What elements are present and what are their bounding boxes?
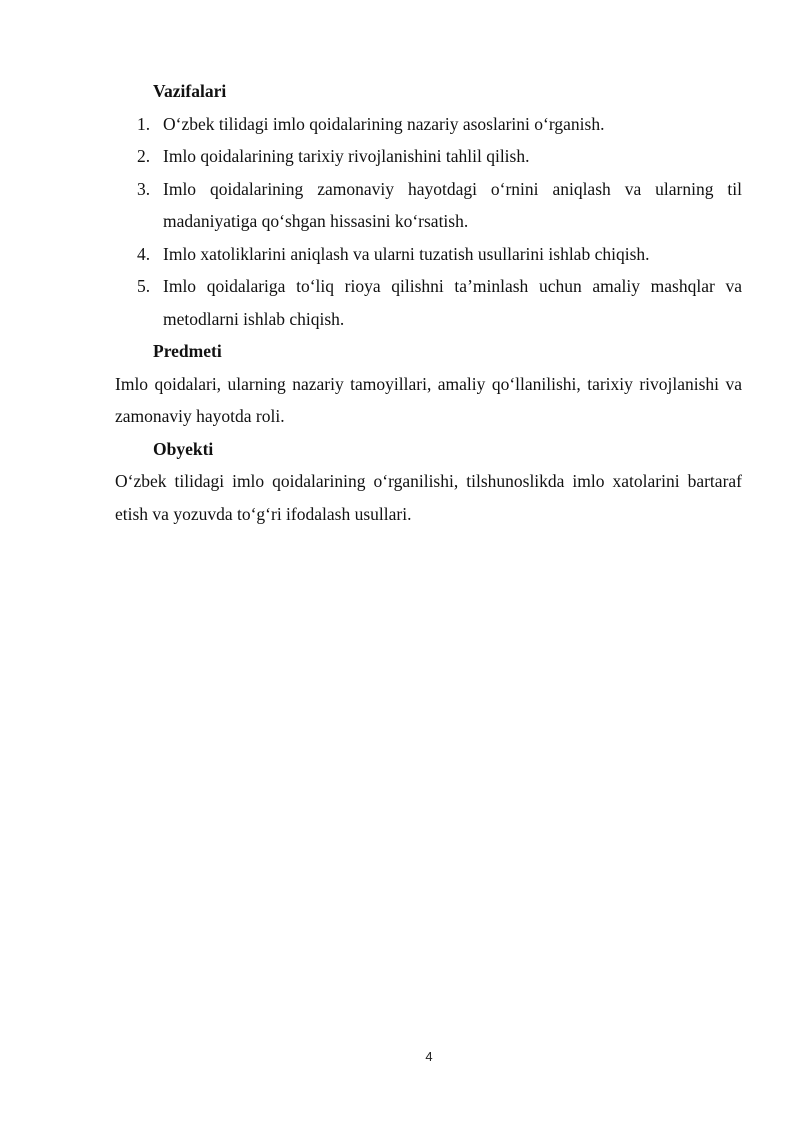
page-number: 4: [425, 1049, 433, 1064]
heading-obyekti: Obyekti: [153, 438, 214, 459]
task-number: 2.: [137, 146, 151, 166]
task-item-4: [115, 238, 742, 271]
page-content: [115, 75, 742, 530]
task-number: 5.: [137, 276, 151, 296]
task-text: Imlo xatoliklarini aniqlash va ularni tuzatish usullarini ishlab chiqish.: [163, 243, 650, 264]
task-item-2: [115, 140, 742, 173]
heading-predmeti: Predmeti: [153, 341, 222, 361]
task-text: Imlo qoidalarining tarixiy rivojlanishini tahlil qilish.: [163, 146, 530, 166]
task-item-3: [115, 173, 742, 238]
predmeti-paragraph: Imlo qoidalari, ularning nazariy tamoyillari, amaliy qo‘llanilishi, tarixiy rivojlanishi va zamonaviy hayotda roli.: [115, 373, 742, 426]
task-item-1: [115, 108, 742, 141]
task-item-5: [115, 270, 742, 335]
task-text: O‘zbek tilidagi imlo qoidalarining nazariy asoslarini o‘rganish.: [163, 113, 605, 134]
task-number: 1.: [137, 113, 151, 134]
task-text: Imlo qoidalarining zamonaviy hayotdagi o‘rnini aniqlash va ularning til madaniyatiga qo‘shgan hissasini ko‘rsatish.: [163, 178, 742, 231]
heading-vazifalari: Vazifalari: [153, 81, 227, 101]
task-text: Imlo qoidalariga to‘liq rioya qilishni ta’minlash uchun amaliy mashqlar va metodlarni ishlab chiqish.: [163, 276, 742, 329]
obyekti-paragraph: O‘zbek tilidagi imlo qoidalarining o‘rganilishi, tilshunoslikda imlo xatolarini bartaraf etish va yozuvda to‘g‘ri ifodalash usullari.: [115, 471, 742, 524]
tasks-list: [115, 108, 742, 336]
task-number: 3.: [137, 178, 151, 199]
task-number: 4.: [137, 243, 151, 264]
